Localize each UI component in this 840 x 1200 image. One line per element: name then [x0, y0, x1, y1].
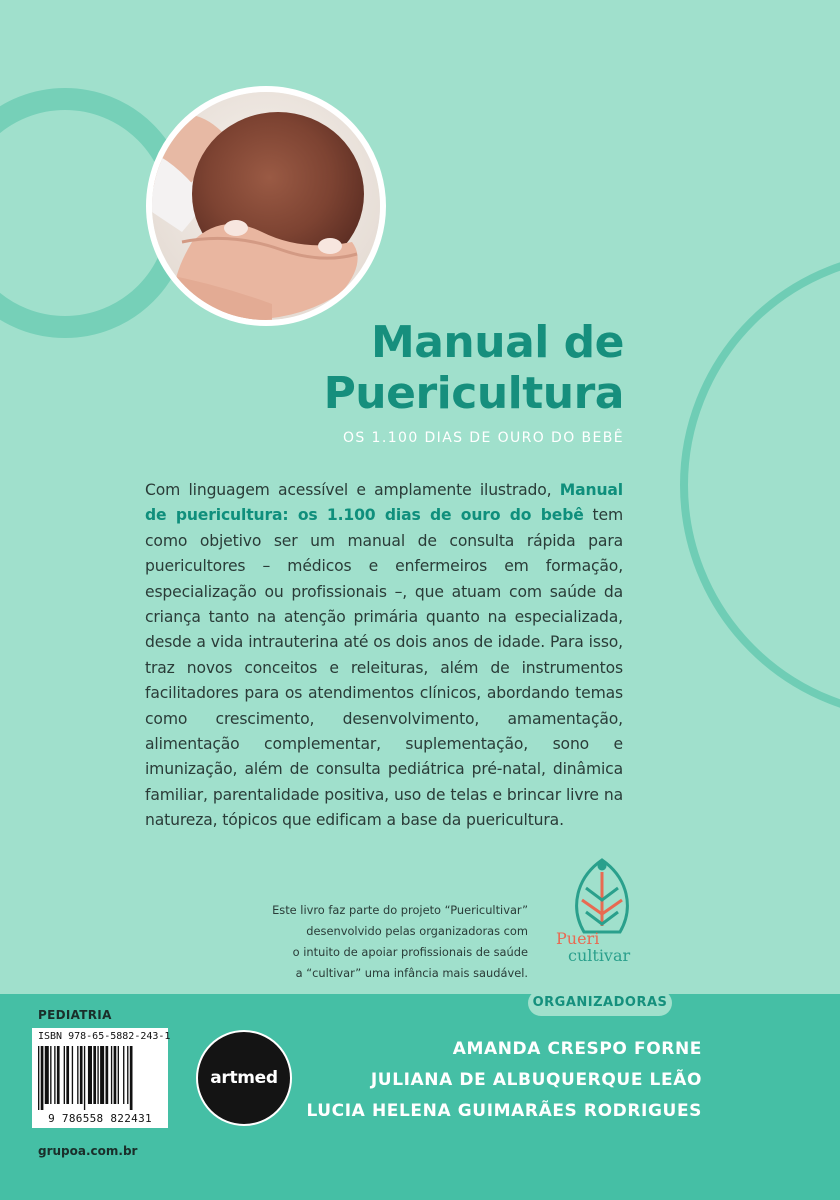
barcode-bar: [130, 1046, 133, 1110]
book-title-line-1: Manual de: [370, 317, 624, 368]
barcode-bar: [97, 1046, 98, 1104]
project-note-line-1: Este livro faz parte do projeto “Puericultivar”: [272, 903, 528, 917]
barcode-bar: [50, 1046, 51, 1104]
description-body: tem como objetivo ser um manual de consulta rápida para puericultores – médicos e enfermeiros em formação, especialização ou profissionais –, que atuam com saúde da criança tanto na atenção primária quanto na especializada, desde a vida intrauterina até os dois anos de idade. Para isso, traz novos conceitos e releituras, além de instrumentos facilitadores para os atendimentos clínicos, abordando temas como crescimento, desenvolvimento, amamentação, alimentação complementar, suplementação, sono e imunização, além de consulta pediátrica pré-natal, dinâmica familiar, parentalidade positiva, uso de telas e brincar livre na natureza, tópicos que edificam a base da puericultura.: [145, 506, 624, 830]
website-text: grupoa.com.br: [38, 1144, 138, 1158]
logo-text-line-2: cultivar: [568, 946, 631, 965]
book-title-line-2: Puericultura: [323, 367, 624, 419]
barcode-bar: [84, 1046, 85, 1110]
puericultivar-logo-text: [556, 930, 656, 964]
barcode-bar: [111, 1046, 112, 1104]
ean-text: 9 786558 822431: [48, 1112, 152, 1125]
barcode: [32, 1028, 171, 1128]
description-highlight: Manual de puericultura: os 1.100 dias de ouro do bebê: [145, 481, 623, 525]
barcode-bar: [114, 1046, 117, 1104]
project-note-line-3: o intuito de apoiar profissionais de saúde: [292, 945, 528, 959]
barcode-bar: [45, 1046, 49, 1104]
baby-head-photo: [146, 86, 386, 326]
barcode-bar: [41, 1046, 44, 1110]
logo-text-line-1: Pueri: [556, 929, 600, 948]
barcode-bar: [38, 1046, 39, 1110]
organizers-list: [306, 1034, 702, 1127]
barcode-bars: [38, 1046, 162, 1110]
project-note: [228, 900, 528, 984]
barcode-bar: [72, 1046, 73, 1104]
barcode-bar: [106, 1046, 109, 1104]
barcode-bar: [93, 1046, 96, 1104]
barcode-bar: [118, 1046, 119, 1104]
barcode-bar: [88, 1046, 92, 1104]
barcode-bar: [127, 1046, 128, 1104]
category-label: PEDIATRIA: [38, 1008, 112, 1022]
organizer-name: JULIANA DE ALBUQUERQUE LEÃO: [370, 1070, 702, 1090]
barcode-bar: [80, 1046, 83, 1104]
description-intro: Com linguagem acessível e amplamente ilustrado,: [145, 481, 560, 499]
organizer-name: AMANDA CRESPO FORNE: [452, 1039, 702, 1059]
barcode-bar: [64, 1046, 65, 1104]
barcode-bar: [57, 1046, 60, 1104]
isbn-text: ISBN 978-65-5882-243-1: [38, 1031, 171, 1042]
barcode-bar: [77, 1046, 78, 1104]
book-subtitle: OS 1.100 DIAS DE OURO DO BEBÊ: [343, 430, 624, 446]
barcode-bar: [123, 1046, 124, 1104]
organizer-name: LUCIA HELENA GUIMARÃES RODRIGUES: [306, 1101, 702, 1121]
project-note-line-2: desenvolvido pelas organizadoras com: [306, 924, 528, 938]
barcode-bar: [100, 1046, 104, 1104]
organizers-label: ORGANIZADORAS: [528, 990, 672, 1016]
project-note-line-4: a “cultivar” uma infância mais saudável.: [295, 966, 528, 980]
decorative-ring-right: [680, 250, 840, 720]
barcode-bar: [66, 1046, 69, 1104]
publisher-logo: artmed: [196, 1030, 292, 1126]
barcode-bar: [54, 1046, 55, 1104]
book-title: [324, 318, 624, 419]
book-description: [145, 478, 623, 834]
